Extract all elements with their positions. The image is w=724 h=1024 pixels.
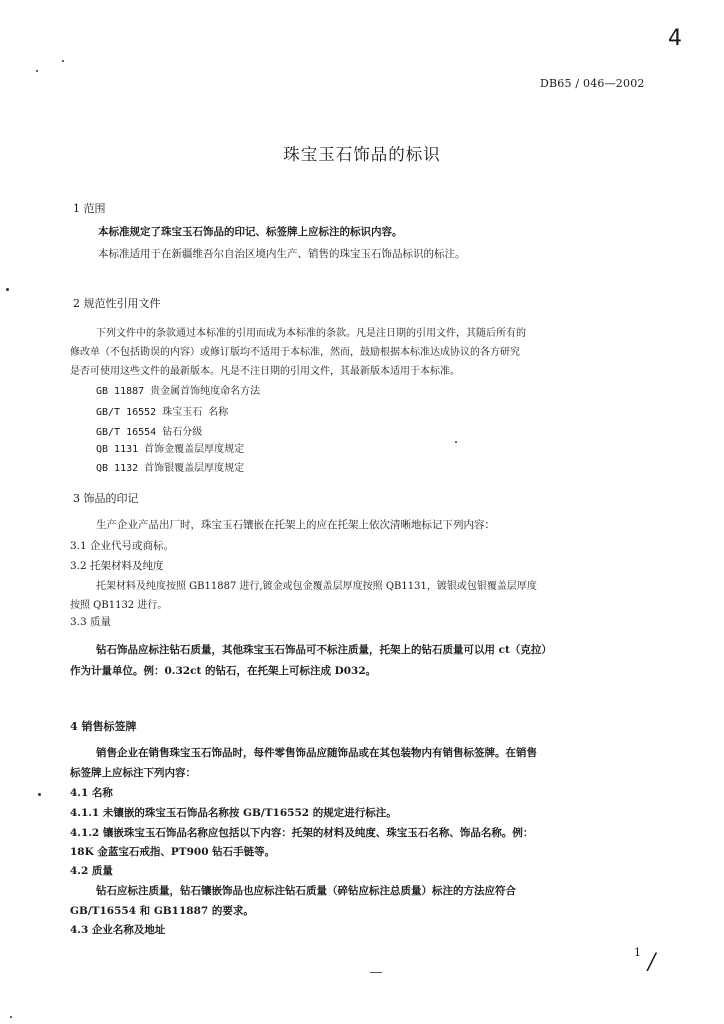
section-3-intro: 生产企业产品出厂时，珠宝玉石镶嵌在托架上的应在托架上依次清晰地标记下列内容： — [96, 519, 495, 531]
scan-mark — [370, 972, 382, 973]
reference-item: GB/T 16554 钻石分级 — [96, 427, 203, 438]
item-3-3-text: 钻石饰品应标注钻石质量，其他珠宝玉石饰品可不标注质量，托架上的钻石质量可以用 ct（克拉） — [96, 644, 552, 656]
reference-item: GB 11887 贵金属首饰纯度命名方法 — [96, 386, 261, 397]
item-3-1: 3.1 企业代号或商标。 — [70, 540, 175, 552]
handwritten-mark: / — [648, 950, 656, 975]
reference-item: QB 1131 首饰金覆盖层厚度规定 — [96, 444, 245, 455]
scan-speck — [455, 441, 457, 443]
section-1-heading: 1 范围 — [73, 202, 106, 215]
item-4-2-text: GB/T16554 和 GB11887 的要求。 — [70, 905, 254, 917]
item-3-2-heading: 3.2 托架材料及纯度 — [70, 560, 164, 572]
section-4-intro: 销售企业在销售珠宝玉石饰品时，每件零售饰品应随饰品或在其包装物内有销售标签牌。在销售 — [96, 747, 537, 759]
standard-code: DB65 / 046—2002 — [540, 77, 645, 90]
item-4-1-2: 18K 金蓝宝石戒指、PT900 钻石手链等。 — [70, 846, 276, 858]
reference-item: GB/T 16552 珠宝玉石 名称 — [96, 407, 229, 418]
handwritten-page-mark: 4 — [668, 26, 682, 51]
item-4-1-2: 4.1.2 镶嵌珠宝玉石饰品名称应包括以下内容：托架的材料及纯度、珠宝玉石名称、饰品名称。例： — [70, 827, 534, 839]
item-4-3-heading: 4.3 企业名称及地址 — [70, 924, 166, 936]
scan-speck — [38, 793, 41, 796]
section-2-paragraph-line: 修改单（不包括勘误的内容）或修订版均不适用于本标准，然而，鼓励根据本标准达成协议的各方研究 — [70, 347, 520, 358]
section-2-heading: 2 规范性引用文件 — [73, 297, 161, 310]
section-1-paragraph: 本标准规定了珠宝玉石饰品的印记、标签牌上应标注的标识内容。 — [98, 226, 403, 238]
item-3-2-text: 按照 QB1132 进行。 — [70, 600, 168, 611]
scan-speck — [36, 70, 38, 72]
section-4-intro: 标签牌上应标注下列内容： — [70, 767, 196, 779]
item-4-1-1: 4.1.1 未镶嵌的珠宝玉石饰品名称按 GB/T16552 的规定进行标注。 — [70, 807, 397, 819]
item-4-2-heading: 4.2 质量 — [70, 865, 113, 877]
item-4-2-text: 钻石应标注质量，钻石镶嵌饰品也应标注钻石质量（碎钻应标注总质量）标注的方法应符合 — [96, 885, 516, 897]
section-1-paragraph: 本标准适用于在新疆维吾尔自治区境内生产、销售的珠宝玉石饰品标识的标注。 — [98, 248, 466, 260]
document-title: 珠宝玉石饰品的标识 — [283, 145, 441, 164]
page-number: 1 — [634, 946, 641, 959]
item-3-3-text: 作为计量单位。例：0.32ct 的钻石，在托架上可标注成 D032。 — [70, 665, 377, 677]
item-4-1-heading: 4.1 名称 — [70, 787, 113, 799]
reference-item: QB 1132 首饰银覆盖层厚度规定 — [96, 463, 245, 474]
scan-speck — [62, 60, 64, 62]
scan-speck — [10, 1016, 12, 1018]
item-3-3-heading: 3.3 质量 — [70, 616, 112, 628]
section-3-heading: 3 饰品的印记 — [73, 492, 139, 505]
section-2-paragraph-line: 下列文件中的条款通过本标准的引用而成为本标准的条款。凡是注日期的引用文件，其随后所有的 — [96, 328, 526, 339]
scan-speck — [6, 288, 9, 291]
section-4-heading: 4 销售标签牌 — [70, 720, 137, 733]
item-3-2-text: 托架材料及纯度按照 GB11887 进行,镀金或包金覆盖层厚度按照 QB1131，镀银或包银覆盖层厚度 — [96, 581, 537, 592]
section-2-paragraph-line: 是否可使用这些文件的最新版本。凡是不注日期的引用文件，其最新版本适用于本标准。 — [70, 366, 460, 377]
